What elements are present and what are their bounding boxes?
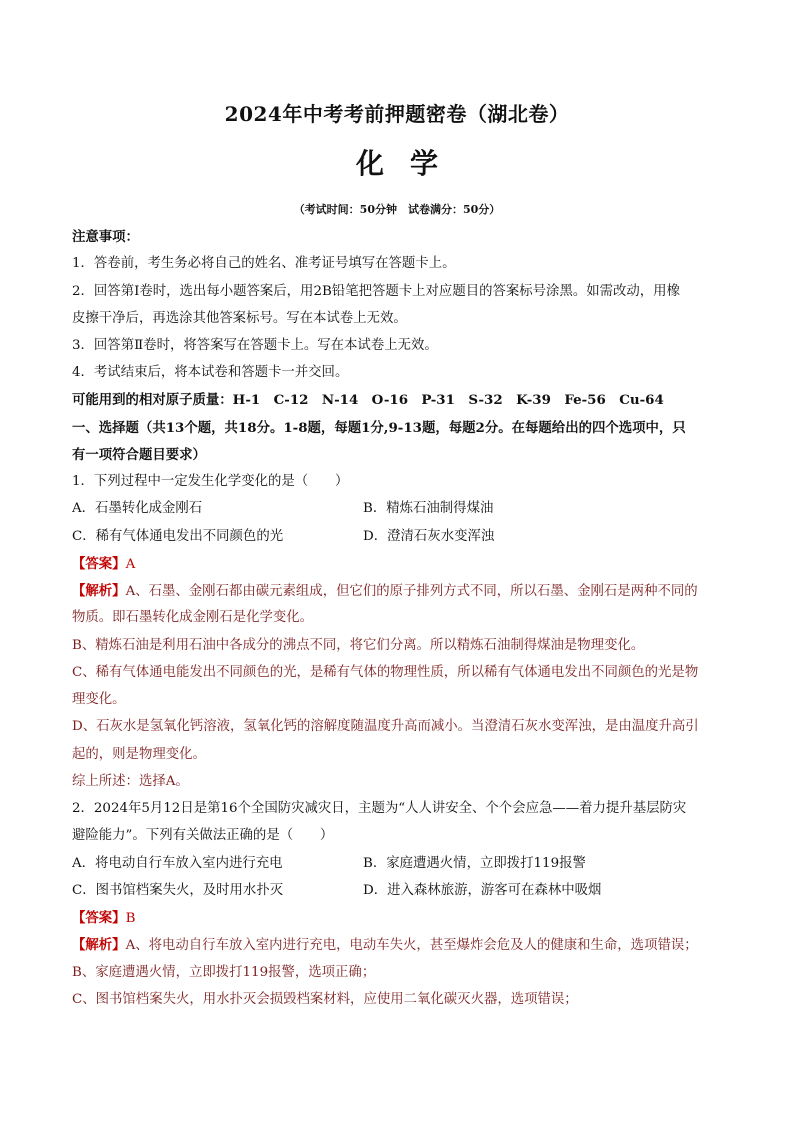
- q2-option-c: C．图书馆档案失火，及时用水扑灭: [72, 883, 284, 898]
- q1-option-d: D．澄清石灰水变浑浊: [363, 529, 495, 544]
- q2-option-b: B．家庭遭遇火情，立即拨打119报警: [363, 856, 586, 871]
- atomic-masses: 可能用到的相对原子质量：H-1 C-12 N-14 O-16 P-31 S-32 K-39 Fe-56 Cu-64: [72, 392, 664, 408]
- q1-option-b: B．精炼石油制得煤油: [363, 501, 494, 516]
- question-2-stem-cont: 避险能力”。下列有关做法正确的是（ ）: [72, 828, 334, 843]
- exam-title: 2024年中考考前押题密卷（湖北卷）: [224, 102, 570, 126]
- q1-analysis-line-2: 物质。即石墨转化成金刚石是化学变化。: [72, 610, 314, 625]
- q2-answer-tag: 【答案】: [72, 910, 126, 926]
- section-heading-cont: 有一项符合题目要求）: [72, 447, 206, 463]
- q1-answer-value: A: [125, 557, 136, 572]
- question-1-options-ab: [72, 500, 732, 518]
- q1-analysis-line-1: [72, 582, 732, 601]
- q2-option-a: A．将电动自行车放入室内进行充电: [72, 856, 283, 871]
- note-item-2: 2．回答第Ⅰ卷时，选出每小题答案后，用2B铅笔把答题卡上对应题目的答案标号涂黑。如需改动，用橡: [72, 284, 680, 299]
- q1-option-a: A．石墨转化成金刚石: [72, 501, 203, 516]
- q1-analysis-line-4: C、稀有气体通电能发出不同颜色的光，是稀有气体的物理性质，所以稀有气体通电发出不同颜色的光是物: [72, 665, 699, 680]
- question-1-stem: 1．下列过程中一定发生化学变化的是（ ）: [72, 474, 349, 489]
- q2-analysis-tag: 【解析】: [72, 937, 126, 953]
- q1-analysis-line-5: 理变化。: [72, 692, 126, 707]
- q1-option-c: C．稀有气体通电发出不同颜色的光: [72, 529, 284, 544]
- q1-analysis-line-7: 起的，则是物理变化。: [72, 747, 206, 762]
- q1-summary: 综上所述：选择A。: [72, 774, 189, 789]
- q1-analysis-line-6: D、石灰水是氢氧化钙溶液，氢氧化钙的溶解度随温度升高而减小。当澄清石灰水变浑浊，是由温度升高引: [72, 719, 699, 734]
- note-item-4: 4．考试结束后，将本试卷和答题卡一并交回。: [72, 365, 349, 380]
- q2-analysis-line-3: C、图书馆档案失火，用水扑灭会损毁档案材料，应使用二氧化碳灭火器，选项错误；: [72, 992, 578, 1007]
- question-2-options-ab: [72, 855, 732, 873]
- q2-option-d: D．进入森林旅游，游客可在森林中吸烟: [363, 883, 602, 898]
- q2-answer-value: B: [125, 911, 136, 926]
- q2-analysis-line-1: [72, 936, 732, 955]
- q1-answer: [72, 555, 732, 574]
- question-2-stem: 2．2024年5月12日是第16个全国防灾减灾日，主题为“人人讲安全、个个会应急——着力提升基层防灾: [72, 801, 687, 816]
- q2-analysis-text-1: A、将电动自行车放入室内进行充电，电动车失火，甚至爆炸会危及人的健康和生命，选项错误；: [125, 938, 698, 953]
- q2-analysis-line-2: B、家庭遭遇火情，立即拨打119报警，选项正确；: [72, 965, 376, 980]
- q1-analysis-text-1: A、石墨、金刚石都由碳元素组成，但它们的原子排列方式不同，所以石墨、金刚石是两种不同的: [125, 584, 698, 599]
- section-heading: 一、选择题（共13个题，共18分。1-8题，每题1分,9-13题，每题2分。在每题给出的四个选项中，只: [72, 420, 686, 436]
- notes-heading: 注意事项：: [72, 229, 139, 245]
- q2-answer: [72, 909, 732, 928]
- subject-title: 化学: [355, 147, 464, 180]
- q1-analysis-line-3: B、精炼石油是利用石油中各成分的沸点不同，将它们分离。所以精炼石油制得煤油是物理变化。: [72, 638, 645, 653]
- q1-analysis-tag: 【解析】: [72, 583, 126, 599]
- note-item-2-cont: 皮擦干净后，再选涂其他答案标号。写在本试卷上无效。: [72, 311, 407, 326]
- note-item-1: 1．答卷前，考生务必将自己的姓名、准考证号填写在答题卡上。: [72, 256, 456, 271]
- note-item-3: 3．回答第Ⅱ卷时，将答案写在答题卡上。写在本试卷上无效。: [72, 338, 438, 353]
- question-1-options-cd: [72, 528, 732, 546]
- question-2-options-cd: [72, 882, 732, 900]
- exam-info: （考试时间：50分钟 试卷满分：50分）: [293, 203, 501, 216]
- q1-answer-tag: 【答案】: [72, 556, 126, 572]
